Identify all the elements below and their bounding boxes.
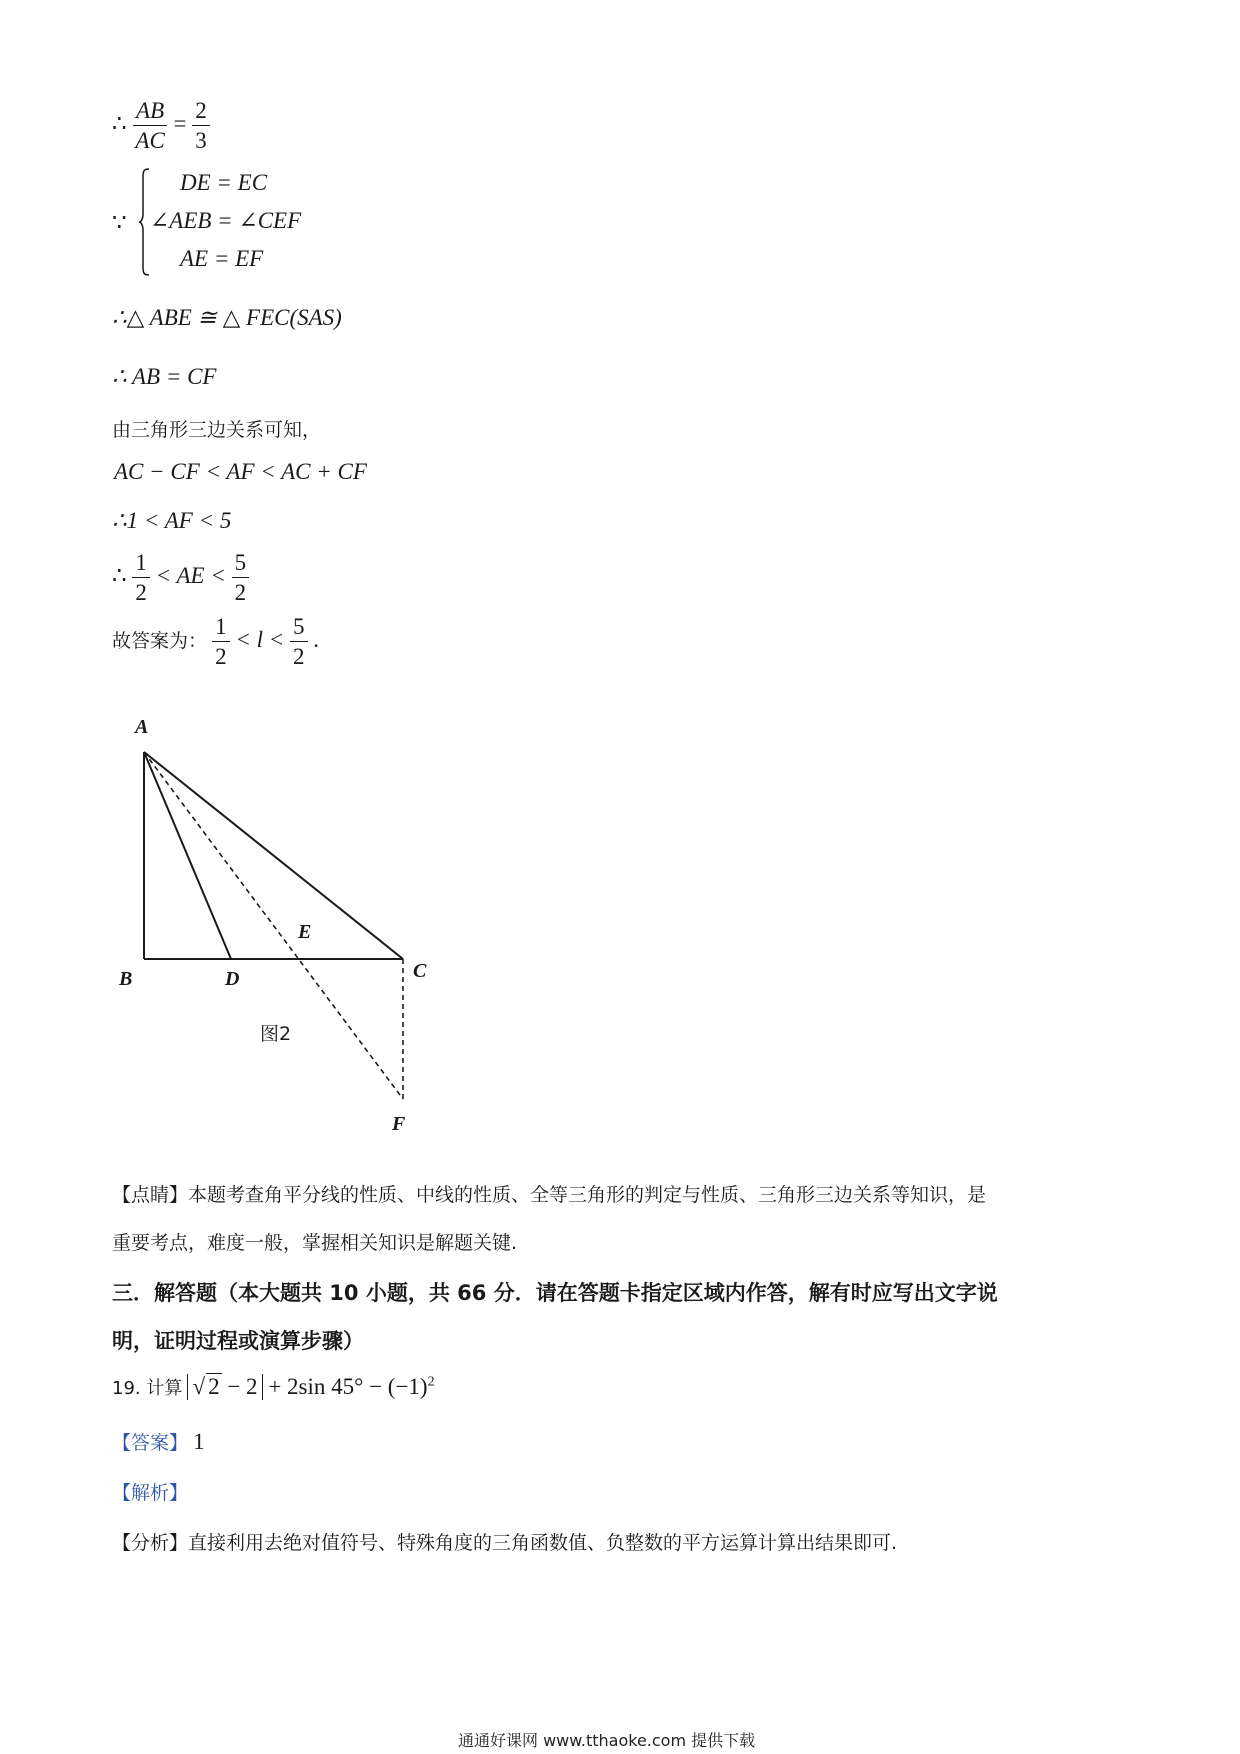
therefore-symbol: ∴ [112, 111, 127, 137]
point-label-a: A [135, 716, 149, 738]
comment-line-1 [112, 1180, 986, 1207]
answer-19 [112, 1428, 205, 1455]
comment-tag [112, 1184, 188, 1206]
answer-tag: 【答案】 [112, 1432, 189, 1454]
fraction-numerator: 5 [290, 614, 308, 642]
absolute-value [187, 1374, 262, 1400]
fraction-one-half [212, 614, 230, 670]
segment-ad [144, 752, 231, 959]
point-label-e: E [298, 921, 312, 943]
point-label-c: C [413, 960, 427, 982]
geometry-figure [100, 700, 460, 1150]
final-answer-expression [212, 614, 320, 670]
bracket-close: 】 [169, 1184, 189, 1206]
exponent: 2 [427, 1374, 435, 1390]
fraction-denominator: 2 [135, 580, 147, 606]
triangle-inequality-note: 由三角形三边关系可知， [112, 419, 322, 441]
system-line-1: DE = EC [180, 170, 268, 195]
final-answer-period: . [313, 627, 320, 653]
ratio-equation [112, 98, 210, 154]
fraction-two-thirds [192, 98, 210, 154]
therefore-symbol: ∴ [112, 563, 127, 589]
point-label-f: F [392, 1113, 406, 1135]
fenxi-text: 直接利用去绝对值符号、特殊角度的三角函数值、负整数的平方运算计算出结果即可. [188, 1532, 898, 1554]
fraction-numerator: 1 [132, 550, 150, 578]
page-footer: 通通好课网 www.tthaoke.com 提供下载 [458, 1731, 756, 1750]
point-label-b: B [119, 968, 133, 990]
analysis-tag: 【解析】 [112, 1482, 189, 1504]
fraction-denominator: 2 [234, 580, 247, 606]
fraction-ab-ac [132, 98, 167, 154]
ae-inequality-middle: < AE < [155, 563, 226, 589]
fraction-numerator: 2 [192, 98, 210, 126]
abs-tail: − 2 [227, 1374, 258, 1399]
fraction-one-half [132, 550, 150, 606]
equals-sign: = [173, 111, 187, 137]
final-answer-label: 故答案为： [112, 630, 208, 653]
section-heading-line-1: 三．解答题（本大题共 10 小题，共 66 分．请在答题卡指定区域内作答，解有时应写出文字说 [112, 1281, 998, 1305]
final-answer [112, 614, 319, 670]
problem-number: 19. 计算 [112, 1378, 183, 1399]
fraction-denominator: 3 [195, 128, 207, 154]
problem-19 [112, 1374, 435, 1400]
fraction-denominator: AC [135, 128, 165, 154]
fraction-five-halves [232, 550, 250, 606]
triangle-inequality: AC − CF < AF < AC + CF [114, 459, 367, 484]
fenxi-19 [112, 1528, 897, 1555]
fraction-five-halves [290, 614, 308, 670]
fraction-denominator: 2 [215, 644, 227, 670]
fraction-numerator: 1 [212, 614, 230, 642]
figure-caption: 图2 [260, 1023, 292, 1045]
fraction-denominator: 2 [293, 644, 305, 670]
fraction-numerator: AB [133, 98, 167, 126]
answer-value: 1 [193, 1429, 205, 1454]
left-brace-icon [138, 168, 150, 276]
problem-expression [187, 1374, 434, 1399]
point-label-d: D [225, 968, 240, 990]
bracket-open: 【 [112, 1184, 132, 1206]
segment-af-dashed [144, 752, 403, 1099]
congruence-statement: ∴△ ABE ≅ △ FEC(SAS) [112, 305, 342, 330]
ae-range [112, 550, 249, 606]
section-heading-line-2: 明，证明过程或演算步骤） [112, 1329, 364, 1353]
ab-equals-cf: ∴ AB = CF [112, 364, 217, 389]
sqrt-icon: √ [192, 1374, 206, 1399]
fenxi-tag: 【分析】 [112, 1532, 189, 1554]
comment-line-2: 重要考点，难度一般，掌握相关知识是解题关键. [112, 1232, 518, 1254]
system-line-2: ∠AEB = ∠CEF [150, 208, 302, 233]
segment-ac [144, 752, 403, 959]
comment-tag-text: 点睛 [131, 1184, 170, 1206]
comment-text-1: 本题考查角平分线的性质、中线的性质、全等三角形的判定与性质、三角形三边关系等知识，是 [188, 1184, 987, 1206]
sqrt-radicand: 2 [208, 1374, 220, 1399]
final-answer-middle: < l < [235, 627, 285, 653]
because-symbol: ∵ [112, 210, 127, 235]
af-range: ∴1 < AF < 5 [112, 508, 232, 533]
fraction-numerator: 5 [232, 550, 250, 578]
expression-rest: + 2sin 45° − (−1) [268, 1374, 428, 1399]
system-line-3: AE = EF [180, 246, 264, 271]
